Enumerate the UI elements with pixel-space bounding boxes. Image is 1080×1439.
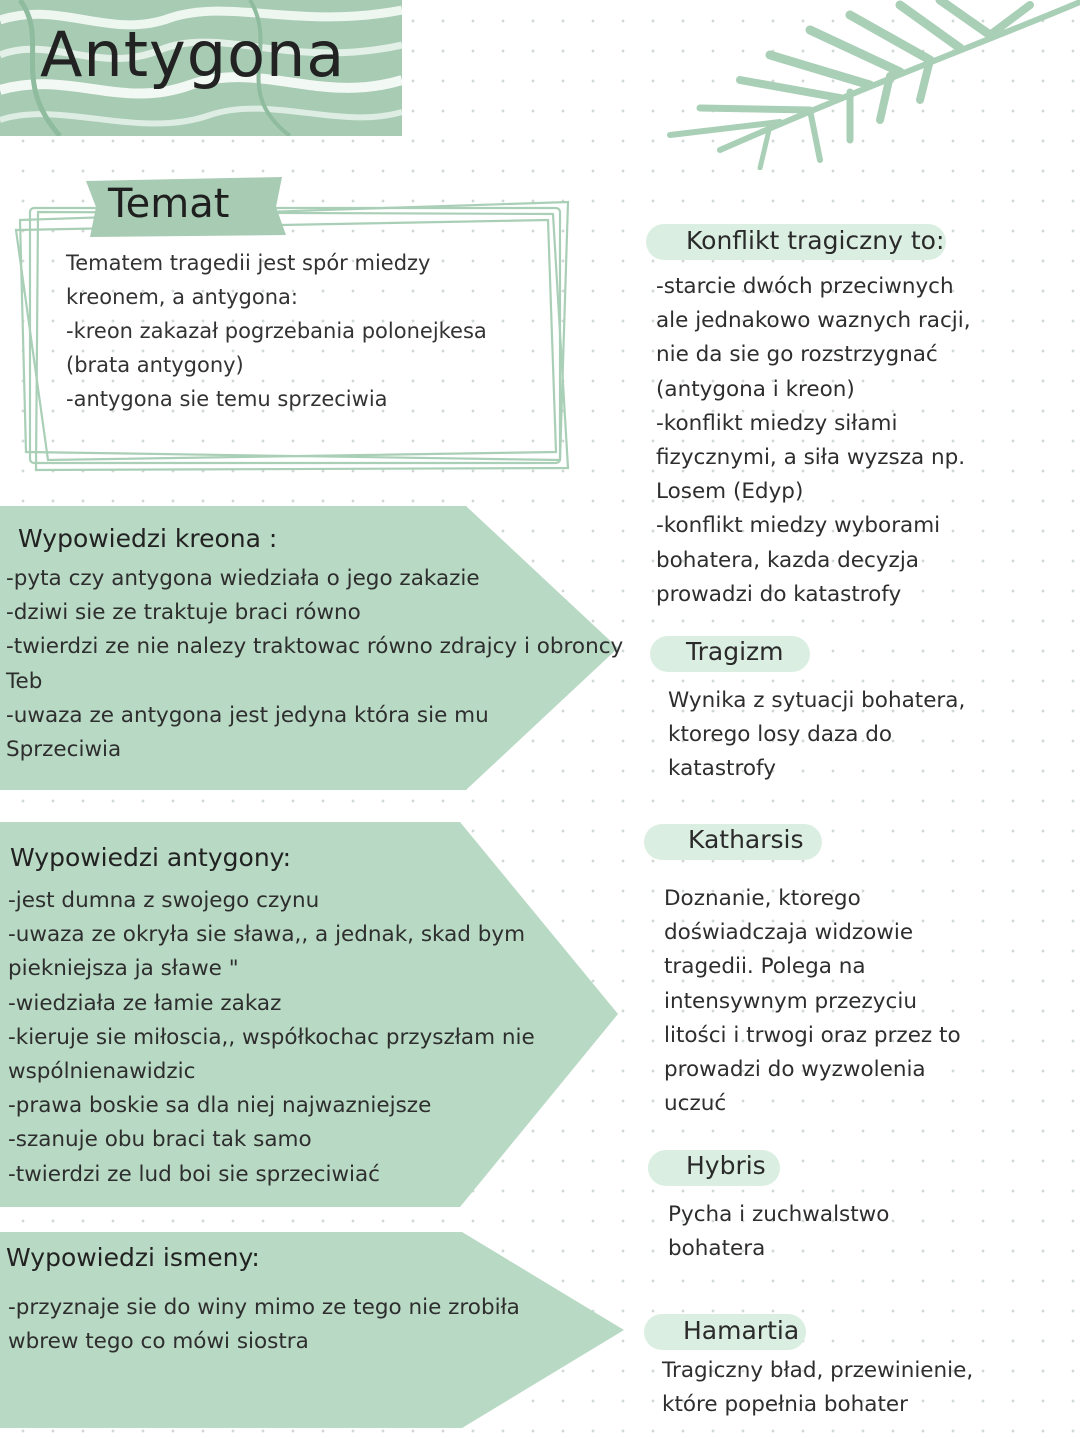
hamartia-definition: [662, 1354, 973, 1422]
ismena-line: -przyznaje sie do winy mimo ze tego nie zrobiła: [8, 1295, 520, 1320]
tragizm-line: katastrofy: [668, 756, 776, 782]
ismena-title: Wypowiedzi ismeny:: [6, 1243, 260, 1272]
topic-body: [66, 246, 546, 416]
katharsis-line: prowadzi do wyzwolenia: [664, 1057, 926, 1083]
kreon-statements: [6, 562, 623, 767]
antygona-line: -prawa boskie sa dla niej najwazniejsze: [8, 1093, 432, 1119]
hamartia-label: Hamartia: [683, 1316, 800, 1345]
kreon-line: -uwaza ze antygona jest jedyna która sie mu: [6, 702, 489, 728]
konflikt-line: -konflikt miedzy wyborami: [656, 513, 941, 539]
kreon-line: -dziwi sie ze traktuje braci równo: [6, 600, 361, 626]
katharsis-line: litości i trwogi oraz przez to: [664, 1022, 961, 1048]
topic-heading: Temat: [108, 181, 230, 227]
konflikt-line: -starcie dwóch przeciwnych: [656, 274, 954, 299]
konflikt-line: fizycznymi, a siła wyzsza np.: [656, 445, 966, 471]
konflikt-line: (antygona i kreon): [656, 376, 855, 402]
topic-line: kreonem, a antygona:: [66, 285, 298, 309]
kreon-line: -pyta czy antygona wiedziała o jego zakazie: [6, 566, 480, 591]
antygona-title: Wypowiedzi antygony:: [10, 843, 292, 872]
page-title: Antygona: [40, 18, 346, 91]
konflikt-line: ale jednakowo waznych racji,: [656, 308, 971, 334]
palm-leaf-icon: [520, 0, 1080, 170]
kreon-line: Sprzeciwia: [6, 737, 122, 763]
topic-line: -antygona sie temu sprzeciwia: [66, 387, 388, 411]
konflikt-line: nie da sie go rozstrzygnać: [656, 342, 938, 368]
katharsis-line: intensywnym przezyciu: [664, 988, 917, 1014]
tragizm-label: Tragizm: [686, 637, 784, 666]
tragizm-line: Wynika z sytuacji bohatera,: [668, 688, 966, 713]
topic-line: -kreon zakazał pogrzebania polonejkesa: [66, 319, 487, 343]
konflikt-line: Losem (Edyp): [656, 479, 804, 505]
konflikt-line: bohatera, kazda decyzja: [656, 547, 919, 573]
ismena-line: wbrew tego co mówi siostra: [8, 1329, 309, 1355]
antygona-line: wspólnienawidzic: [8, 1059, 196, 1085]
antygona-line: -wiedziała ze łamie zakaz: [8, 990, 282, 1016]
topic-line: Tematem tragedii jest spór miedzy: [66, 251, 431, 275]
antygona-line: -kieruje sie miłoscia,, współkochac przyszłam nie: [8, 1024, 535, 1050]
hamartia-line: Tragiczny bład, przewinienie,: [662, 1358, 974, 1383]
katharsis-line: doświadczaja widzowie: [664, 920, 914, 946]
tragizm-definition: [668, 684, 965, 787]
hybris-line: bohatera: [668, 1236, 766, 1262]
antygona-line: -uwaza ze okryła sie sława,, a jednak, skad bym: [8, 922, 526, 948]
topic-line: (brata antygony): [66, 353, 244, 377]
hybris-line: Pycha i zuchwalstwo: [668, 1202, 890, 1227]
katharsis-line: uczuć: [664, 1091, 727, 1117]
konflikt-label: Konflikt tragiczny to:: [686, 226, 945, 255]
konflikt-definition: [656, 270, 971, 612]
konflikt-line: -konflikt miedzy siłami: [656, 410, 898, 436]
ismena-statements: [8, 1291, 520, 1359]
kreon-line: Teb: [6, 668, 43, 694]
konflikt-line: prowadzi do katastrofy: [656, 581, 902, 607]
hybris-definition: [668, 1198, 889, 1266]
hamartia-line: które popełnia bohater: [662, 1392, 908, 1418]
antygona-statements: [8, 884, 535, 1192]
hybris-label: Hybris: [686, 1151, 766, 1180]
antygona-line: -twierdzi ze lud boi sie sprzeciwiać: [8, 1161, 380, 1187]
kreon-line: -twierdzi ze nie nalezy traktowac równo zdrajcy i obroncy: [6, 634, 624, 660]
antygona-line: -jest dumna z swojego czynu: [8, 888, 320, 913]
katharsis-label: Katharsis: [688, 825, 804, 854]
katharsis-line: Doznanie, ktorego: [664, 886, 861, 911]
antygona-line: -szanuje obu braci tak samo: [8, 1127, 312, 1153]
katharsis-definition: [664, 882, 961, 1121]
kreon-title: Wypowiedzi kreona :: [18, 524, 278, 553]
antygona-line: piekniejsza ja sławe ": [8, 956, 239, 982]
tragizm-line: ktorego losy daza do: [668, 722, 893, 748]
katharsis-line: tragedii. Polega na: [664, 954, 866, 980]
